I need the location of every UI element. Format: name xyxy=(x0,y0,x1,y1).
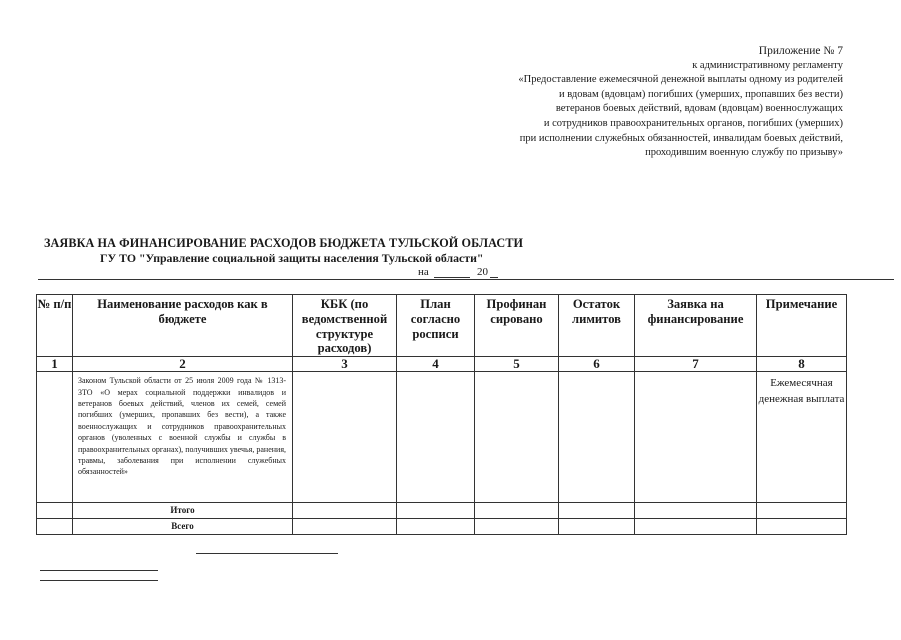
cell-number xyxy=(37,372,73,503)
signature-line xyxy=(40,570,158,571)
cell-empty xyxy=(635,519,757,535)
cell-kbk xyxy=(293,372,397,503)
header-row xyxy=(37,295,847,357)
header-cell-name: Наименование расходов как в бюджете xyxy=(73,295,293,357)
cell-financed xyxy=(475,372,559,503)
financing-table xyxy=(36,294,847,535)
signature-line xyxy=(40,580,158,581)
cell-empty xyxy=(37,519,73,535)
grand-total-label: Всего xyxy=(73,519,293,535)
title-underline xyxy=(38,279,894,280)
total-row xyxy=(37,503,847,519)
header-cell-note: Примечание xyxy=(757,295,847,357)
header-cell-request: Заявка на финансирование xyxy=(635,295,757,357)
cell-expense-name: Законом Тульской области от 25 июля 2009 года № 1313-ЗТО «О мерах социальной поддержки инвалидов и ветеранов боевых действий, членов их семей, семей погибших (умерших, пропавших без вести), а также военнослужащих и сотрудников правоохранительных органов (уволенных с военной службы и службы в правоохранительных органах), получивших увечья, ранения, травмы, заболевания при исполнении служебных обязанностей» xyxy=(73,372,293,503)
appendix-line: при исполнении служебных обязанностей, инвалидам боевых действий, xyxy=(519,132,843,144)
date-day-blank xyxy=(434,277,470,278)
cell-empty xyxy=(397,503,475,519)
cell-request xyxy=(635,372,757,503)
total-label: Итого xyxy=(73,503,293,519)
column-number: 1 xyxy=(37,357,73,372)
organization-name: ГУ ТО "Управление социальной защиты населения Тульской области" xyxy=(100,251,484,265)
appendix-header xyxy=(423,44,843,161)
date-line xyxy=(0,265,901,281)
table-row xyxy=(37,372,847,503)
appendix-line: Приложение № 7 xyxy=(758,45,843,57)
cell-empty xyxy=(293,503,397,519)
cell-empty xyxy=(475,519,559,535)
cell-empty xyxy=(635,503,757,519)
appendix-line: и сотрудников правоохранительных органов, погибших (умерших) xyxy=(543,117,843,129)
cell-note: Ежемесячная денежная выплата xyxy=(757,372,847,503)
cell-empty xyxy=(757,503,847,519)
grand-total-row xyxy=(37,519,847,535)
header-cell-kbk: КБК (по ведомственной структуре расходов) xyxy=(293,295,397,357)
header-cell-number: № п/п xyxy=(37,295,73,357)
column-number: 8 xyxy=(757,357,847,372)
header-cell-plan: План согласно росписи xyxy=(397,295,475,357)
column-number: 2 xyxy=(73,357,293,372)
column-number: 4 xyxy=(397,357,475,372)
header-cell-remainder: Остаток лимитов xyxy=(559,295,635,357)
cell-empty xyxy=(559,519,635,535)
cell-empty xyxy=(397,519,475,535)
appendix-line: «Предоставление ежемесячной денежной выплаты одному из родителей xyxy=(518,74,843,86)
cell-empty xyxy=(559,503,635,519)
column-number-row xyxy=(37,357,847,372)
appendix-line: ветеранов боевых действий, вдовам (вдовцам) военнослужащих xyxy=(555,103,843,115)
date-prefix: на xyxy=(418,266,429,278)
date-year: 20 xyxy=(477,266,488,278)
column-number: 7 xyxy=(635,357,757,372)
cell-empty xyxy=(475,503,559,519)
signature-line xyxy=(196,553,338,554)
header-cell-financed: Профинан сировано xyxy=(475,295,559,357)
appendix-line: и вдовам (вдовцам) погибших (умерших, пропавших без вести) xyxy=(558,88,843,100)
cell-plan xyxy=(397,372,475,503)
document-title: ЗАЯВКА НА ФИНАНСИРОВАНИЕ РАСХОДОВ БЮДЖЕТА ТУЛЬСКОЙ ОБЛАСТИ xyxy=(44,236,524,250)
cell-empty xyxy=(293,519,397,535)
appendix-line: проходившим военную службу по призыву» xyxy=(645,147,843,159)
column-number: 6 xyxy=(559,357,635,372)
cell-empty xyxy=(37,503,73,519)
column-number: 3 xyxy=(293,357,397,372)
cell-remainder xyxy=(559,372,635,503)
date-year-blank xyxy=(490,277,498,278)
appendix-line: к административному регламенту xyxy=(692,59,843,71)
cell-empty xyxy=(757,519,847,535)
column-number: 5 xyxy=(475,357,559,372)
